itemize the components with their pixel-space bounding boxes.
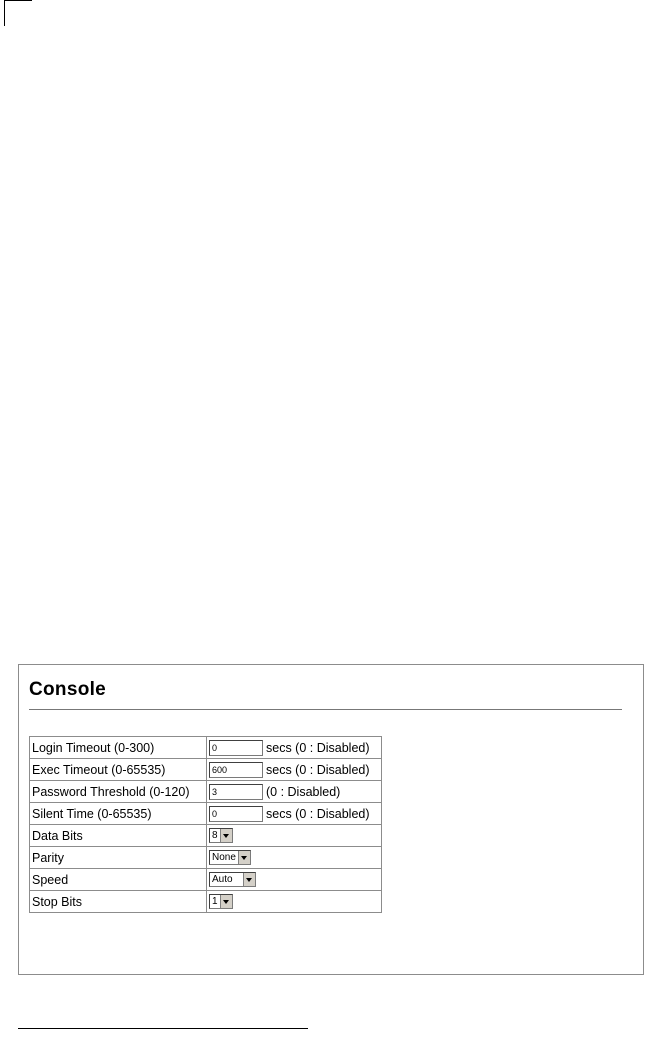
speed-value: Auto [212, 874, 233, 886]
silent-time-unit: secs (0 : Disabled) [266, 806, 370, 821]
chevron-down-icon[interactable] [220, 829, 232, 842]
parity-label: Parity [30, 847, 207, 869]
stop-bits-label: Stop Bits [30, 891, 207, 913]
page-title: Console [29, 679, 107, 700]
crop-mark-horizontal [4, 0, 32, 1]
silent-time-label: Silent Time (0-65535) [30, 803, 207, 825]
parity-value: None [212, 852, 236, 864]
password-threshold-input[interactable]: 3 [209, 784, 263, 800]
data-bits-label: Data Bits [30, 825, 207, 847]
stop-bits-select[interactable] [209, 894, 233, 909]
exec-timeout-input[interactable]: 600 [209, 762, 263, 778]
data-bits-value: 8 [212, 830, 218, 842]
parity-select[interactable] [209, 850, 251, 865]
console-settings-table [29, 736, 382, 913]
table-row [30, 869, 382, 891]
speed-select[interactable] [209, 872, 256, 887]
title-divider [29, 709, 622, 710]
table-row [30, 825, 382, 847]
console-panel [18, 664, 644, 975]
table-row [30, 737, 382, 759]
data-bits-select[interactable] [209, 828, 233, 843]
exec-timeout-label: Exec Timeout (0-65535) [30, 759, 207, 781]
table-row [30, 891, 382, 913]
exec-timeout-unit: secs (0 : Disabled) [266, 762, 370, 777]
login-timeout-unit: secs (0 : Disabled) [266, 740, 370, 755]
login-timeout-label: Login Timeout (0-300) [30, 737, 207, 759]
speed-label: Speed [30, 869, 207, 891]
table-row [30, 781, 382, 803]
stop-bits-value: 1 [212, 896, 218, 908]
table-row [30, 803, 382, 825]
chevron-down-icon[interactable] [243, 873, 255, 886]
footnote-divider [18, 1028, 308, 1029]
chevron-down-icon[interactable] [238, 851, 250, 864]
silent-time-input[interactable]: 0 [209, 806, 263, 822]
login-timeout-input[interactable]: 0 [209, 740, 263, 756]
crop-mark-vertical [4, 0, 5, 26]
chevron-down-icon[interactable] [220, 895, 232, 908]
password-threshold-unit: (0 : Disabled) [266, 784, 341, 799]
password-threshold-label: Password Threshold (0-120) [30, 781, 207, 803]
table-row [30, 847, 382, 869]
table-row [30, 759, 382, 781]
